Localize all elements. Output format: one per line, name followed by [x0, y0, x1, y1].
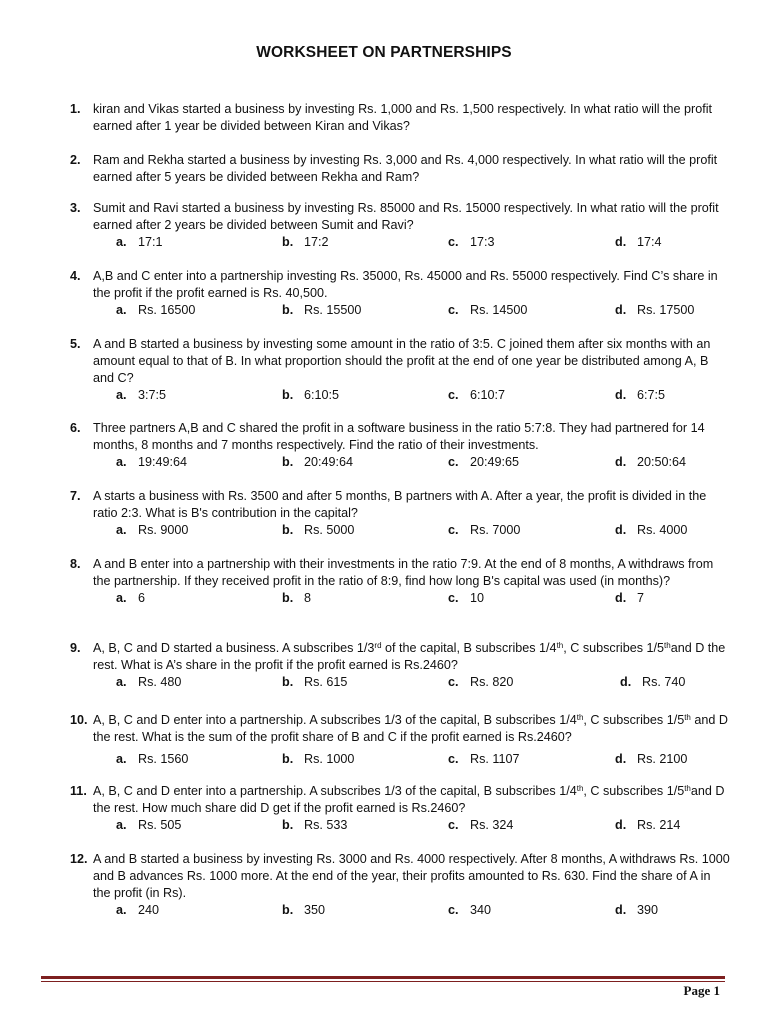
option-value: Rs. 820 [470, 675, 514, 689]
option-letter: c. [448, 303, 459, 317]
answer-options [70, 590, 730, 607]
answer-options [70, 234, 730, 251]
option-value: 17:2 [304, 235, 329, 249]
option-c [448, 902, 491, 919]
question-number: 7. [70, 489, 81, 503]
question-1 [70, 101, 730, 135]
option-letter: d. [620, 675, 632, 689]
question-6 [70, 420, 730, 471]
option-a [116, 902, 159, 919]
option-letter: c. [448, 523, 459, 537]
answer-options [70, 522, 730, 539]
answer-options [70, 751, 730, 768]
option-c [448, 234, 495, 251]
option-letter: d. [615, 455, 627, 469]
option-value: 6 [138, 591, 146, 605]
option-value: Rs. 214 [637, 818, 681, 832]
option-value: Rs. 2100 [637, 752, 688, 766]
option-value: 17:1 [138, 235, 163, 249]
option-letter: b. [282, 752, 294, 766]
question-text: kiran and Vikas started a business by investing Rs. 1,000 and Rs. 1,500 respectively. In what ratio will the profit earned after 1 year be divided between Kiran and Vikas? [93, 102, 713, 133]
option-letter: b. [282, 235, 294, 249]
question-text: A, B, C and D started a business. A subscribes 1/3rd of the capital, B subscribes 1/4th, C subscribes 1/5thand D the rest. What is A’s share in the profit if the profit earned is Rs.2460? [93, 641, 726, 672]
option-letter: d. [615, 591, 627, 605]
question-text: A, B, C and D enter into a partnership. A subscribes 1/3 of the capital, B subscribes 1/4th, C subscribes 1/5thand D the rest. How much share did D get if the profit earned is Rs.2460? [93, 784, 725, 815]
option-letter: b. [282, 675, 294, 689]
option-letter: a. [116, 455, 127, 469]
option-value: Rs. 5000 [304, 523, 355, 537]
option-value: 17:4 [637, 235, 662, 249]
option-value: Rs. 17500 [637, 303, 695, 317]
option-d [615, 590, 644, 607]
question-number: 1. [70, 102, 81, 116]
option-b [282, 751, 354, 768]
option-letter: a. [116, 523, 127, 537]
question-12 [70, 851, 730, 919]
option-letter: b. [282, 903, 294, 917]
option-value: Rs. 14500 [470, 303, 528, 317]
option-d [615, 817, 680, 834]
option-b [282, 387, 339, 404]
question-text: Three partners A,B and C shared the profit in a software business in the ratio 5:7:8. They had partnered for 14 months, 8 months and 7 months respectively. Find the ratio of their investments. [93, 421, 705, 452]
option-c [448, 522, 520, 539]
option-letter: c. [448, 818, 459, 832]
option-letter: b. [282, 818, 294, 832]
option-a [116, 590, 145, 607]
option-letter: d. [615, 388, 627, 402]
question-number: 2. [70, 153, 81, 167]
option-c [448, 387, 505, 404]
option-letter: a. [116, 903, 127, 917]
option-letter: d. [615, 235, 627, 249]
option-letter: b. [282, 455, 294, 469]
option-c [448, 302, 527, 319]
question-text: Sumit and Ravi started a business by investing Rs. 85000 and Rs. 15000 respectively. In what ratio will the profit earned after 2 years be divided between Sumit and Ravi? [93, 201, 719, 232]
option-c [448, 454, 519, 471]
option-c [448, 674, 513, 691]
question-10 [70, 712, 730, 768]
option-a [116, 234, 163, 251]
option-b [282, 817, 347, 834]
option-b [282, 302, 361, 319]
option-d [615, 454, 686, 471]
answer-options [70, 817, 730, 834]
option-value: 19:49:64 [138, 455, 188, 469]
question-number: 12. [70, 852, 88, 866]
option-d [615, 387, 665, 404]
question-text: A and B started a business by investing some amount in the ratio of 3:5. C joined them after six months with an amount equal to that of B. In what proportion should the profit at the end of one year be distributed among A, B and C? [93, 337, 711, 385]
option-d [615, 902, 658, 919]
question-text: A starts a business with Rs. 3500 and after 5 months, B partners with A. After a year, the profit is divided in the ratio 2:3. What is B's contribution in the capital? [93, 489, 707, 520]
question-number: 10. [70, 713, 88, 727]
question-number: 6. [70, 421, 81, 435]
answer-options [70, 454, 730, 471]
question-number: 3. [70, 201, 81, 215]
question-number: 4. [70, 269, 81, 283]
option-value: 390 [637, 903, 659, 917]
option-a [116, 387, 166, 404]
question-3 [70, 200, 730, 251]
page-number: Page 1 [683, 983, 720, 998]
option-value: Rs. 16500 [138, 303, 196, 317]
option-c [448, 590, 484, 607]
option-d [615, 234, 662, 251]
option-value: Rs. 1107 [470, 752, 520, 766]
option-value: 8 [304, 591, 312, 605]
option-value: Rs. 505 [138, 818, 182, 832]
option-letter: a. [116, 818, 127, 832]
option-letter: d. [615, 752, 627, 766]
option-letter: a. [116, 303, 127, 317]
answer-options [70, 902, 730, 919]
option-c [448, 817, 513, 834]
option-b [282, 590, 311, 607]
option-letter: a. [116, 675, 127, 689]
option-value: 3:7:5 [138, 388, 167, 402]
question-5 [70, 336, 730, 404]
worksheet-title: WORKSHEET ON PARTNERSHIPS [256, 44, 512, 61]
question-7 [70, 488, 730, 539]
question-4 [70, 268, 730, 319]
option-letter: b. [282, 523, 294, 537]
option-value: Rs. 615 [304, 675, 348, 689]
option-a [116, 522, 188, 539]
option-value: 17:3 [470, 235, 495, 249]
option-value: 350 [304, 903, 326, 917]
question-number: 11. [70, 784, 87, 798]
option-a [116, 302, 195, 319]
question-text: Ram and Rekha started a business by investing Rs. 3,000 and Rs. 4,000 respectively. In what ratio will the profit earned after 5 years be divided between Rekha and Ram? [93, 153, 718, 184]
option-value: 240 [138, 903, 160, 917]
option-value: 6:10:7 [470, 388, 506, 402]
option-d [615, 302, 694, 319]
option-letter: c. [448, 752, 459, 766]
option-a [116, 751, 188, 768]
option-c [448, 751, 519, 768]
option-b [282, 234, 329, 251]
option-letter: b. [282, 388, 294, 402]
option-value: 7 [637, 591, 645, 605]
answer-options [70, 674, 730, 691]
question-text: A and B started a business by investing Rs. 3000 and Rs. 4000 respectively. After 8 months, A withdraws Rs. 1000 and B advances Rs. 1000 more. At the end of the year, their profits amounted to Rs. 630. Find the share of A in the profit (in Rs). [93, 852, 730, 900]
option-value: Rs. 324 [470, 818, 514, 832]
option-value: Rs. 15500 [304, 303, 362, 317]
question-text: A,B and C enter into a partnership investing Rs. 35000, Rs. 45000 and Rs. 55000 respectively. Find C’s share in the profit if the profit earned is Rs. 40,500. [93, 269, 718, 300]
answer-options [70, 387, 730, 404]
option-value: Rs. 1000 [304, 752, 355, 766]
option-value: 340 [470, 903, 492, 917]
option-d [620, 674, 685, 691]
option-d [615, 751, 687, 768]
option-value: 10 [470, 591, 485, 605]
option-letter: a. [116, 752, 127, 766]
option-value: 6:10:5 [304, 388, 340, 402]
question-8 [70, 556, 730, 607]
option-value: 20:50:64 [637, 455, 687, 469]
option-b [282, 902, 325, 919]
option-b [282, 522, 354, 539]
option-letter: c. [448, 388, 459, 402]
question-text: A and B enter into a partnership with their investments in the ratio 7:9. At the end of 8 months, A withdraws from the partnership. If they received profit in the ratio of 8:9, find how long B's capital was used (in months)? [93, 557, 714, 588]
option-value: 20:49:65 [470, 455, 520, 469]
option-a [116, 454, 187, 471]
footer-divider-thick [41, 976, 725, 979]
option-letter: d. [615, 523, 627, 537]
option-value: 6:7:5 [637, 388, 666, 402]
answer-options [70, 302, 730, 319]
option-value: Rs. 480 [138, 675, 182, 689]
option-letter: b. [282, 303, 294, 317]
option-letter: a. [116, 235, 127, 249]
option-value: Rs. 7000 [470, 523, 521, 537]
option-letter: d. [615, 818, 627, 832]
option-letter: c. [448, 235, 459, 249]
option-letter: b. [282, 591, 294, 605]
option-b [282, 454, 353, 471]
question-number: 8. [70, 557, 81, 571]
option-letter: c. [448, 675, 459, 689]
option-letter: c. [448, 591, 459, 605]
option-value: Rs. 533 [304, 818, 348, 832]
option-value: Rs. 1560 [138, 752, 189, 766]
option-value: 20:49:64 [304, 455, 354, 469]
question-9 [70, 640, 730, 691]
question-number: 9. [70, 641, 81, 655]
question-11 [70, 783, 730, 834]
question-text: A, B, C and D enter into a partnership. A subscribes 1/3 of the capital, B subscribes 1/4th, C subscribes 1/5th and D the rest. What is the sum of the profit share of B and C if the profit earned is Rs.2460? [93, 713, 728, 744]
option-letter: a. [116, 388, 127, 402]
option-letter: c. [448, 455, 459, 469]
option-value: Rs. 9000 [138, 523, 189, 537]
option-value: Rs. 4000 [637, 523, 688, 537]
option-letter: d. [615, 303, 627, 317]
option-a [116, 674, 181, 691]
option-value: Rs. 740 [642, 675, 686, 689]
option-letter: c. [448, 903, 459, 917]
option-d [615, 522, 687, 539]
question-number: 5. [70, 337, 81, 351]
option-letter: d. [615, 903, 627, 917]
question-2 [70, 152, 730, 186]
option-letter: a. [116, 591, 127, 605]
option-b [282, 674, 347, 691]
option-a [116, 817, 181, 834]
footer-divider-thin [41, 981, 725, 982]
